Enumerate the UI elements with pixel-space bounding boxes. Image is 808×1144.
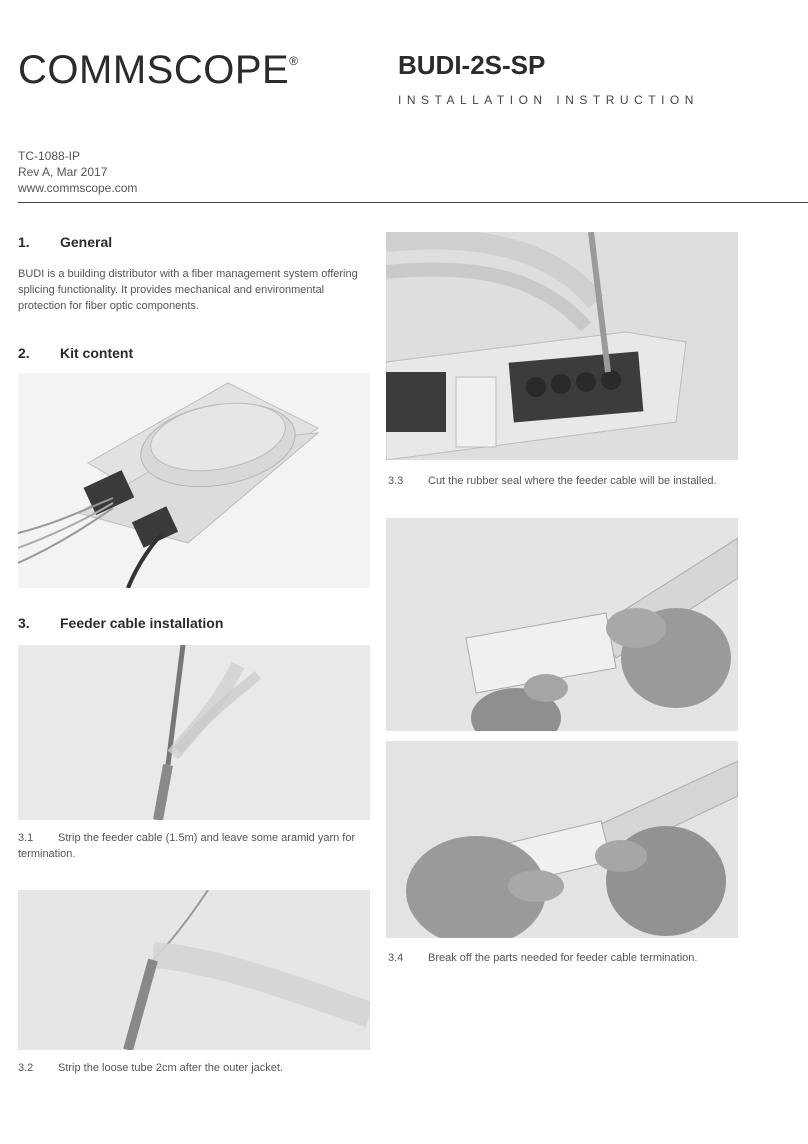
step-3-1-photo [18,645,370,820]
step-3-4-photo-b [386,741,738,938]
section-number: 2. [18,345,30,361]
section-general-heading [18,234,112,250]
step-text: Cut the rubber seal where the feeder cable will be installed. [428,475,717,487]
logo-text: COMMSCOPE [18,48,290,92]
website-link[interactable]: www.commscope.com [18,181,138,195]
step-number: 3.2 [18,1062,34,1074]
step-3-4-photo-a [386,518,738,731]
step-3-4-caption [388,950,738,966]
doc-id: TC-1088-IP [18,149,81,163]
section-title: Feeder cable installation [60,615,224,631]
step-3-2-photo [18,890,370,1050]
revision: Rev A, Mar 2017 [18,165,108,179]
step-text: Break off the parts needed for feeder cable termination. [428,952,698,964]
step-number: 3.3 [388,475,404,487]
document-meta [18,148,137,196]
section-number: 3. [18,615,30,631]
step-3-1-caption [18,830,360,862]
kit-content-photo [18,373,370,588]
product-title: BUDI-2S-SP [398,50,546,80]
general-paragraph: BUDI is a building distributor with a fiber management system offering splicing functionality. It provides mechanical and environmental protection for fiber optic components. [18,268,358,312]
step-3-3-caption [388,473,738,489]
section-number: 1. [18,234,30,250]
commscope-logo [18,48,299,93]
section-title: Kit content [60,345,134,361]
section-title: General [60,234,113,250]
logo-registered-mark: ® [289,54,299,68]
step-3-3-photo [386,232,738,460]
document-subtitle: INSTALLATION INSTRUCTION [398,93,699,107]
step-text: Strip the feeder cable (1.5m) and leave some aramid yarn for termination. [18,832,356,860]
step-number: 3.1 [18,832,34,844]
header-divider [18,202,808,203]
step-number: 3.4 [388,952,404,964]
section-kit-heading [18,345,133,361]
step-text: Strip the loose tube 2cm after the outer jacket. [58,1062,284,1074]
section-feeder-heading [18,615,223,631]
step-3-2-caption [18,1060,360,1076]
